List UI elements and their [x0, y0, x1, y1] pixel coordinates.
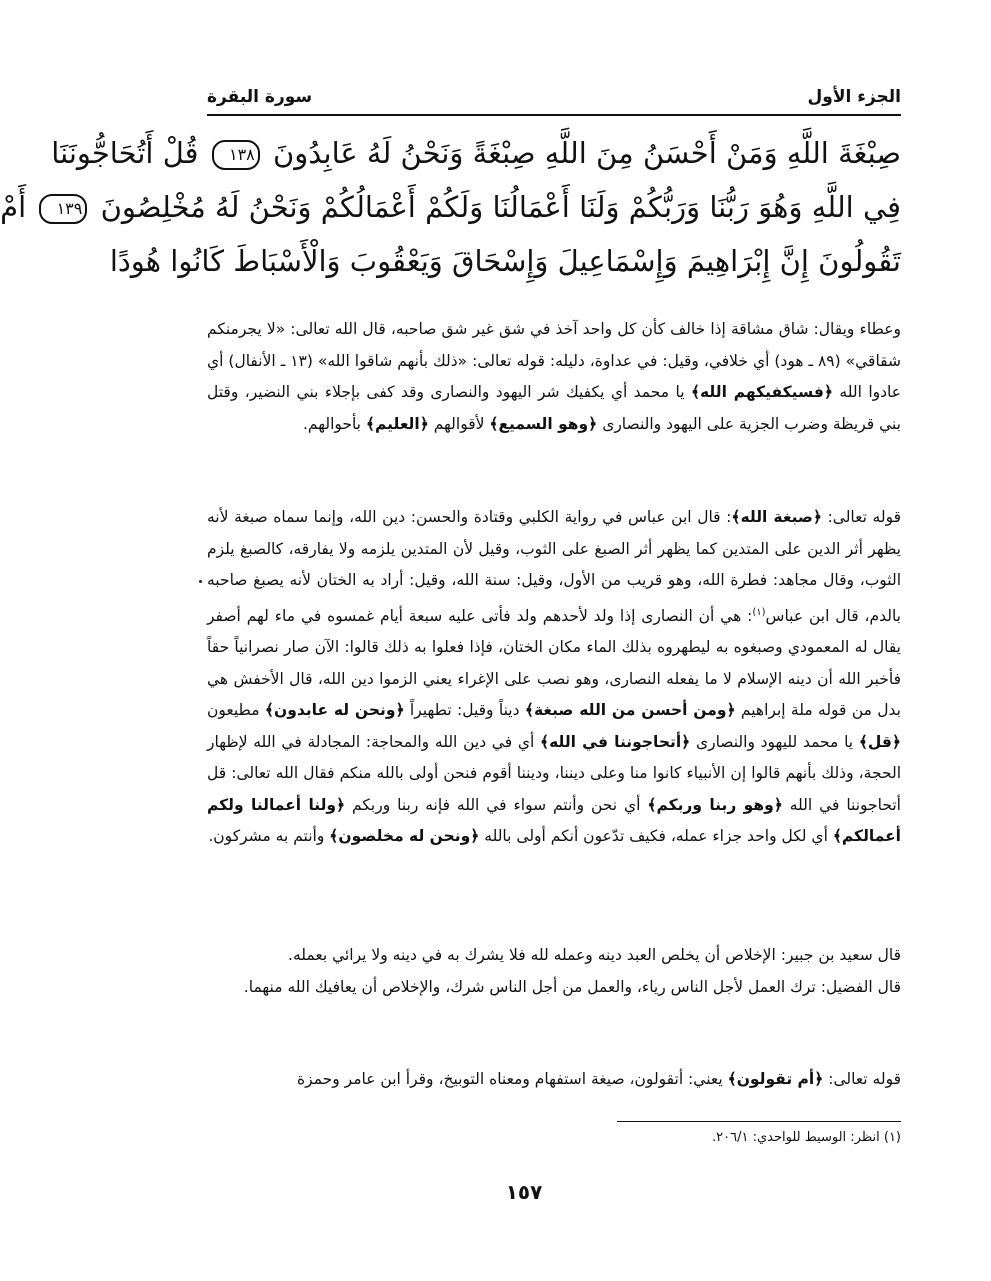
- verse-text: قُلْ أَتُحَاجُّونَنَا: [51, 136, 199, 170]
- commentary-paragraph-3: [207, 940, 901, 1003]
- footnote: (١) انظر: الوسيط للواحدي: ٢٠٦/١.: [711, 1130, 901, 1145]
- commentary-paragraph-4: [207, 1064, 901, 1096]
- text-run: يا محمد أي يكفيك شر اليهود والنصارى وقد كفى بإجلاء بني النضير، وقتل بني قريظة وضرب الجزية على اليهود والنصارى: [207, 383, 901, 433]
- quran-quote: ﴿أتحاجوننا في الله﴾: [540, 732, 691, 751]
- verse-text: أَمْ: [0, 190, 27, 224]
- verse-text: تَقُولُونَ إِنَّ إِبْرَاهِيمَ وَإِسْمَاعِيلَ وَإِسْحَاقَ وَيَعْقُوبَ وَالْأَسْبَاطَ كَانُوا هُودًا: [109, 244, 901, 278]
- part-title: الجزء الأول: [807, 87, 901, 107]
- text-run: أي في دين الله والمحاجة: المجادلة في الله لإظهار الحجة، وذلك بأنهم قالوا إن الأنبياء كانوا منا وعلى ديننا، وديننا أقوم فنحن أولى بالله منكم فقال الله تعالى: قل أتحاجوننا في الله: [207, 732, 901, 814]
- commentary-paragraph-1: [207, 314, 901, 440]
- text-run: قوله تعالى:: [821, 508, 901, 526]
- text-run: بأحوالهم.: [302, 414, 366, 433]
- quran-quote: ﴿ونحن له عابدون﴾: [264, 701, 405, 720]
- running-header: [207, 82, 901, 112]
- text-run: وعطاء ويقال: شاق مشاقة إذا خالف كأن كل واحد آخذ في شق غير شق صاحبه، قال الله تعالى: «لا يجرمنكم شقاقي» (٨٩ ـ هود) أي خلافي، وقيل: في عداوة، دليله: قوله تعالى: «ذلك بأنهم شاقوا الله» (١٣ ـ الأنفال) أي عادوا الله: [207, 320, 902, 401]
- quote-said-ibn-jubayr: قال سعيد بن جبير: الإخلاص أن يخلص العبد دينه وعمله لله فلا يشرك به في دينه ولا يرائي بعمله.: [288, 946, 901, 964]
- text-run: مطيعون: [207, 701, 265, 720]
- text-run: : قال ابن عباس في رواية الكلبي وقتادة والحسن: دين الله، وإنما سماه صبغة لأنه يظهر أثر الدين على المتدين كما يظهر أثر الصبغ على الثوب، وقيل لأن المتدين يلزمه ولا يفارقه، كالصبغ يلزم الثوب، وقال مجاهد: فطرة الله، وهو قريب من الأول، وقيل: سنة الله، وقيل: أراد به الختان لأنه يصبغ صاحبه بالدم، قال ابن عباس: [207, 508, 901, 625]
- surah-title: سورة البقرة: [207, 87, 313, 107]
- text-run: يعني: أتقولون، صيغة استفهام ومعناه التوبيخ، وقرأ ابن عامر وحمزة: [297, 1070, 728, 1088]
- text-run: أي نحن وأنتم سواء في الله فإنه ربنا وربكم: [345, 795, 648, 814]
- commentary-paragraph-2: [207, 502, 901, 853]
- quran-quote: ﴿فسيكفيكهم الله﴾: [690, 383, 834, 401]
- quran-quote: ﴿قل﴾: [858, 732, 901, 751]
- quran-quote: ﴿العليم﴾: [365, 414, 429, 433]
- quran-quote: ﴿ومن أحسن من الله صبغة﴾: [524, 701, 736, 720]
- verse-text: فِي اللَّهِ وَهُوَ رَبُّنَا وَرَبُّكُمْ وَلَنَا أَعْمَالُنَا وَلَكُمْ أَعْمَالُكُمْ وَنَحْنُ لَهُ مُخْلِصُونَ: [100, 190, 901, 224]
- text-run: قوله تعالى:: [823, 1070, 901, 1088]
- ayah-number-138: ١٣٨: [212, 140, 260, 170]
- footnote-rule: [617, 1121, 901, 1122]
- verse-line-2: [0, 180, 901, 234]
- footnote-reference[interactable]: (١): [752, 606, 766, 618]
- text-run: : هي أن النصارى إذا ولد لأحدهم ولد فأتى عليه سبعة أيام غمسوه في ماء لهم أصفر يقال له المعمودي وصبغوه به ليطهروه بذلك الماء مكان الختان، فإذا فعلوا به ذلك قالوا: الآن صار نصرانياً حقاً فأخبر الله أن دينه الإسلام لا ما يفعله النصارى، وهو نصب على الإغراء يعني الزموا دين الله، قال الأخفش هي بدل من قوله ملة إبراهيم: [207, 606, 901, 720]
- verse-line-1: [51, 126, 901, 180]
- text-run: أي لكل واحد جزاء عمله، فكيف تدّعون أنكم أولى بالله: [479, 827, 833, 846]
- quran-verses-block: [0, 126, 901, 288]
- verse-text: صِبْغَةَ اللَّهِ وَمَنْ أَحْسَنُ مِنَ اللَّهِ صِبْغَةً وَنَحْنُ لَهُ عَابِدُونَ: [272, 136, 901, 170]
- margin-speck: [199, 580, 202, 583]
- ayah-number-139: ١٣٩: [39, 194, 87, 224]
- verse-line-3: [109, 234, 901, 288]
- text-run: لأقوالهم: [428, 414, 490, 433]
- quran-quote: ﴿وهو السميع﴾: [489, 414, 598, 433]
- text-run: يا محمد لليهود والنصارى: [690, 732, 859, 751]
- page-number: ١٥٧: [505, 1180, 543, 1204]
- quran-quote: ﴿وهو ربنا وربكم﴾: [647, 795, 783, 814]
- quran-quote: ﴿أم تقولون﴾: [727, 1070, 824, 1088]
- text-run: وأنتم به مشركون.: [208, 827, 330, 846]
- text-run: ديناً وقيل: تطهيراً: [404, 701, 525, 720]
- header-rule: [207, 114, 901, 116]
- quran-quote: ﴿ونحن له مخلصون﴾: [329, 827, 480, 846]
- quran-quote: ﴿صبغة الله﴾: [731, 508, 822, 526]
- quote-fudayl: قال الفضيل: ترك العمل لأجل الناس رياء، والعمل من أجل الناس شرك، والإخلاص أن يعافيك الله منهما.: [243, 977, 901, 996]
- quran-quote: ﴿ولنا أعمالنا ولكم أعمالكم﴾: [207, 795, 901, 846]
